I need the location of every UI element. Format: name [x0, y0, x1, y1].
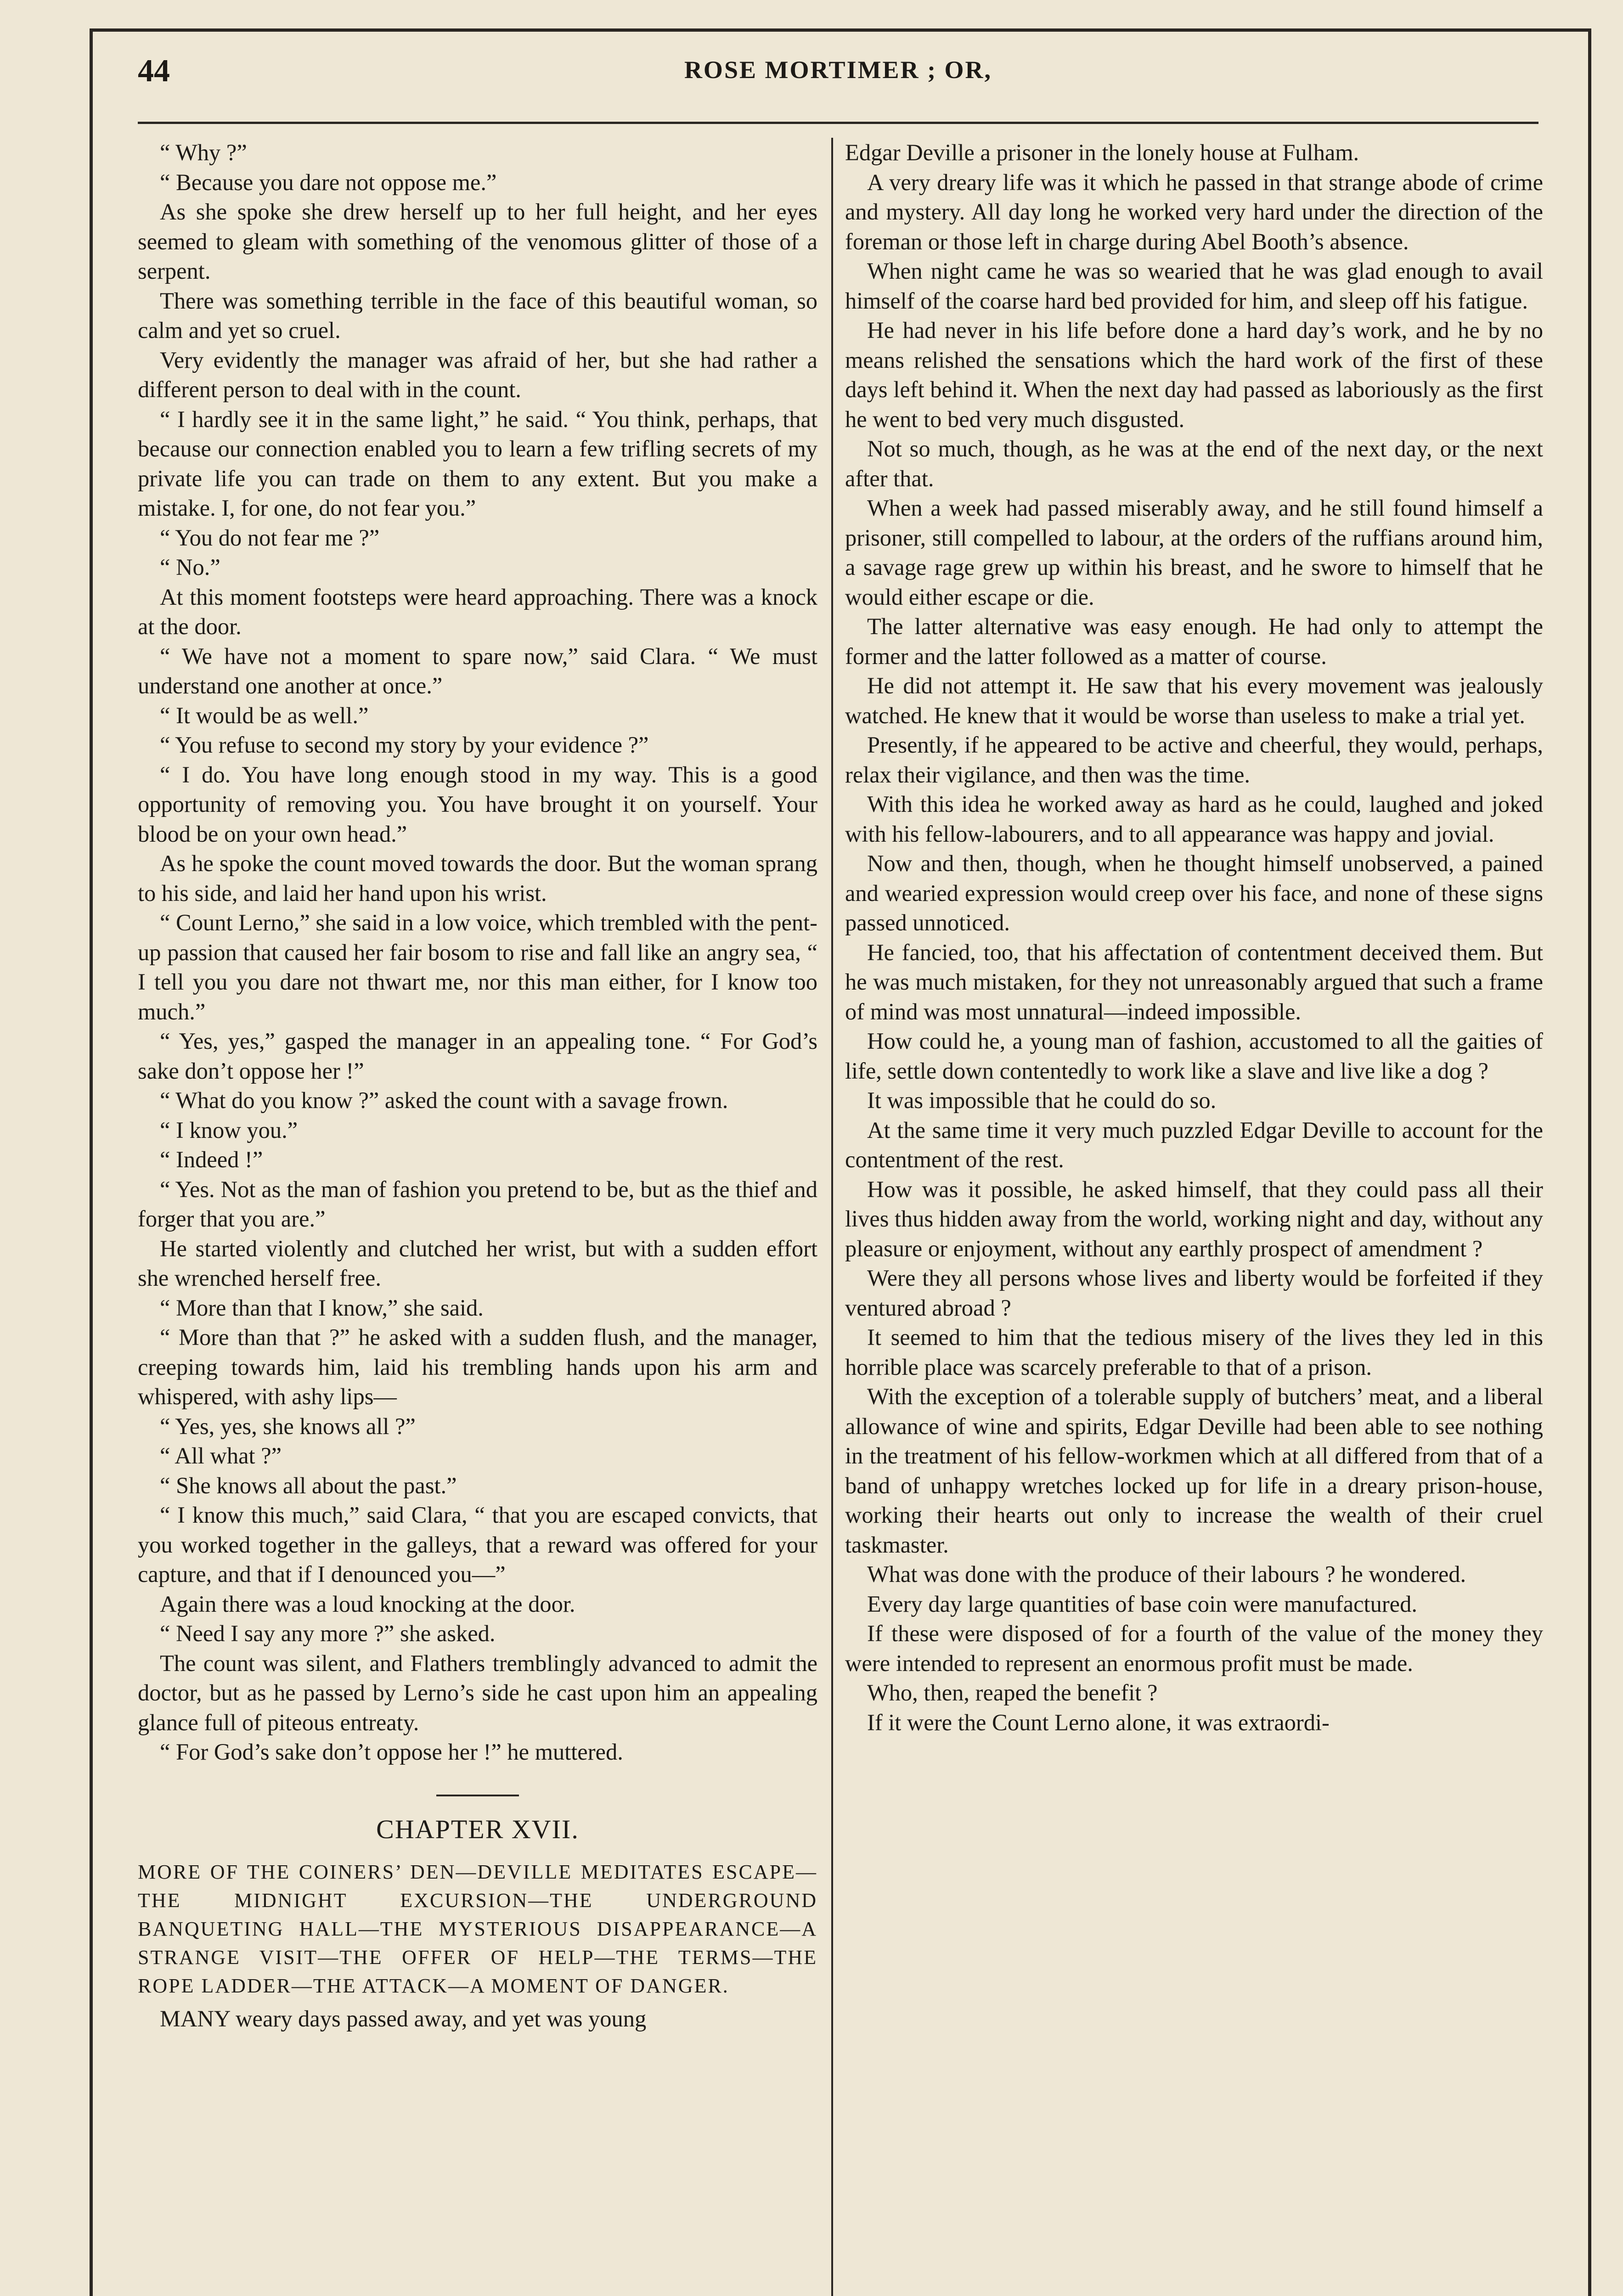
paragraph: “ Need I say any more ?” she asked.	[160, 1621, 496, 1646]
right-column	[845, 138, 1543, 1737]
page-number: 44	[138, 53, 170, 89]
paragraph: It was impossible that he could do so.	[867, 1087, 1217, 1113]
paragraph: Not so much, though, as he was at the end of the next day, or the next after that.	[845, 436, 1543, 491]
paragraph: “ What do you know ?” asked the count with a savage frown.	[160, 1087, 728, 1113]
paragraph: What was done with the produce of their labours ? he wondered.	[867, 1561, 1466, 1587]
chapter-title: CHAPTER XVII.	[376, 1814, 579, 1844]
paragraph: “ She knows all about the past.”	[160, 1472, 457, 1498]
column-separator	[831, 138, 833, 2296]
paragraph: “ We have not a moment to spare now,” said Clara. “ We must understand one another at once.”	[138, 643, 817, 698]
paragraph: “ I do. You have long enough stood in my way. This is a good opportunity of removing you. You have brought it on yourself. Your blood be on your own head.”	[138, 761, 817, 847]
left-column	[138, 138, 817, 2034]
paragraph: Who, then, reaped the benefit ?	[867, 1680, 1158, 1705]
paragraph: He had never in his life before done a hard day’s work, and he by no means relished the sensations which the hard work of the first of these days left behind it. When the next day had passed as laboriously as the first he went to bed very much disgusted.	[845, 317, 1543, 432]
paragraph: Every day large quantities of base coin were manufactured.	[867, 1591, 1417, 1617]
paragraph: “ Yes, yes, she knows all ?”	[160, 1413, 416, 1439]
paragraph: At this moment footsteps were heard approaching. There was a knock at the door.	[138, 584, 817, 639]
paragraph: There was something terrible in the face of this beautiful woman, so calm and yet so cruel.	[138, 287, 817, 343]
paragraph: Presently, if he appeared to be active and cheerful, they would, perhaps, relax their vigilance, and then was the time.	[845, 732, 1543, 788]
paragraph: “ No.”	[160, 554, 220, 580]
paragraph: “ You do not fear me ?”	[160, 524, 380, 551]
paragraph: As he spoke the count moved towards the door. But the woman sprang to his side, and laid her hand upon his wrist.	[138, 850, 817, 906]
paragraph: “ More than that ?” he asked with a sudden flush, and the manager, creeping towards him, laid his trembling hands upon his arm and whispered, with ashy lips—	[138, 1324, 817, 1409]
paragraph: He did not attempt it. He saw that his every movement was jealously watched. He knew that it would be worse than useless to make a trial yet.	[845, 673, 1543, 728]
chapter-rule	[436, 1795, 519, 1796]
paragraph: “ I hardly see it in the same light,” he said. “ You think, perhaps, that because our connection enabled you to learn a few trifling secrets of my private life you can trade on them to any extent. But you make a mistake. I, for one, do not fear you.”	[138, 406, 817, 521]
paragraph: Very evidently the manager was afraid of her, but she had rather a different person to deal with in the count.	[138, 347, 817, 402]
paragraph: How could he, a young man of fashion, accustomed to all the gaities of life, settle down contentedly to work like a slave and live like a dog ?	[845, 1028, 1543, 1084]
chapter-synopsis: MORE OF THE COINERS’ DEN—DEVILLE MEDITATES ESCAPE—THE MIDNIGHT EXCURSION—THE UNDERGROUND BANQUETING HALL—THE MYSTERIOUS DISAPPEARANCE—A STRANGE VISIT—THE OFFER OF HELP—THE TERMS—THE ROPE LADDER—THE ATTACK—A MOMENT OF DANGER.	[138, 1861, 817, 1997]
paragraph: When night came he was so wearied that he was glad enough to avail himself of the coarse hard bed provided for him, and sleep off his fatigue.	[845, 258, 1543, 314]
paragraph: “ All what ?”	[160, 1443, 282, 1469]
paragraph: Again there was a loud knocking at the door.	[160, 1591, 575, 1617]
paragraph: When a week had passed miserably away, and he still found himself a prisoner, still compelled to labour, at the orders of the ruffians around him, a savage rage grew up within his breast, and he swore to himself that he would either escape or die.	[845, 495, 1543, 610]
paragraph: “ I know you.”	[160, 1117, 298, 1143]
paragraph: He started violently and clutched her wrist, but with a sudden effort she wrenched herself free.	[138, 1235, 817, 1291]
chapter-opening: MANY weary days passed away, and yet was young	[160, 2006, 647, 2032]
paragraph: “ It would be as well.”	[160, 702, 369, 728]
paragraph: With the exception of a tolerable supply of butchers’ meat, and a liberal allowance of wine and spirits, Edgar Deville had been able to see nothing in the treatment of his fellow-workmen which at all differed from that of a band of unhappy wretches locked up for life in a dreary prison-house, working their hearts out only to increase the wealth of their cruel taskmaster.	[845, 1384, 1543, 1558]
paragraph: With this idea he worked away as hard as he could, laughed and joked with his fellow-labourers, and to all appearance was happy and jovial.	[845, 791, 1543, 847]
paragraph: A very dreary life was it which he passed in that strange abode of crime and mystery. All day long he worked very hard under the direction of the foreman or those left in charge during Abel Booth’s absence.	[845, 169, 1543, 254]
paragraph: Were they all persons whose lives and liberty would be forfeited if they ventured abroad ?	[845, 1265, 1543, 1321]
paragraph: “ Yes, yes,” gasped the manager in an appealing tone. “ For God’s sake don’t oppose her !”	[138, 1028, 817, 1084]
paragraph: “ Count Lerno,” she said in a low voice, which trembled with the pent-up passion that caused her fair bosom to rise and fall like an angry sea, “ I tell you you dare not thwart me, nor this man either, for I know too much.”	[138, 910, 817, 1024]
paragraph: “ I know this much,” said Clara, “ that you are escaped convicts, that you worked together in the galleys, that a reward was offered for your capture, and that if I denounced you—”	[138, 1502, 817, 1587]
paragraph: “ For God’s sake don’t oppose her !” he muttered.	[160, 1739, 623, 1765]
paragraph: How was it possible, he asked himself, that they could pass all their lives thus hidden away from the world, working night and day, without any pleasure or enjoyment, without any earthly prospect of amendment ?	[845, 1176, 1543, 1261]
paragraph: “ Yes. Not as the man of fashion you pretend to be, but as the thief and forger that you are.”	[138, 1176, 817, 1232]
paragraph: “ Because you dare not oppose me.”	[160, 169, 497, 195]
paragraph: “ You refuse to second my story by your evidence ?”	[160, 732, 649, 758]
paragraph: The count was silent, and Flathers tremblingly advanced to admit the doctor, but as he passed by Lerno’s side he cast upon him an appealing glance full of piteous entreaty.	[138, 1650, 817, 1735]
header-rule	[138, 122, 1538, 124]
paragraph: The latter alternative was easy enough. He had only to attempt the former and the latter followed as a matter of course.	[845, 613, 1543, 669]
running-title: ROSE MORTIMER ; OR,	[684, 56, 992, 84]
page-header	[138, 53, 1538, 94]
paragraph: “ Indeed !”	[160, 1147, 263, 1172]
paragraph: If it were the Count Lerno alone, it was extraordi-	[867, 1709, 1330, 1735]
paragraph: It seemed to him that the tedious misery of the lives they led in this horrible place was scarcely preferable to that of a prison.	[845, 1324, 1543, 1380]
paragraph: “ More than that I know,” she said.	[160, 1294, 484, 1321]
paragraph: He fancied, too, that his affectation of contentment deceived them. But he was much mistaken, for they not unreasonably argued that such a frame of mind was most unnatural—indeed impossible.	[845, 939, 1543, 1024]
paragraph: “ Why ?”	[160, 140, 247, 165]
paragraph: If these were disposed of for a fourth of the value of the money they were intended to represent an enormous profit must be made.	[845, 1621, 1543, 1676]
paragraph: Now and then, though, when he thought himself unobserved, a pained and wearied expression would creep over his face, and none of these signs passed unnoticed.	[845, 850, 1543, 935]
paragraph: As she spoke she drew herself up to her full height, and her eyes seemed to gleam with something of the venomous glitter of those of a serpent.	[138, 199, 817, 284]
paragraph: At the same time it very much puzzled Edgar Deville to account for the contentment of the rest.	[845, 1117, 1543, 1172]
paragraph: Edgar Deville a prisoner in the lonely house at Fulham.	[845, 140, 1359, 165]
